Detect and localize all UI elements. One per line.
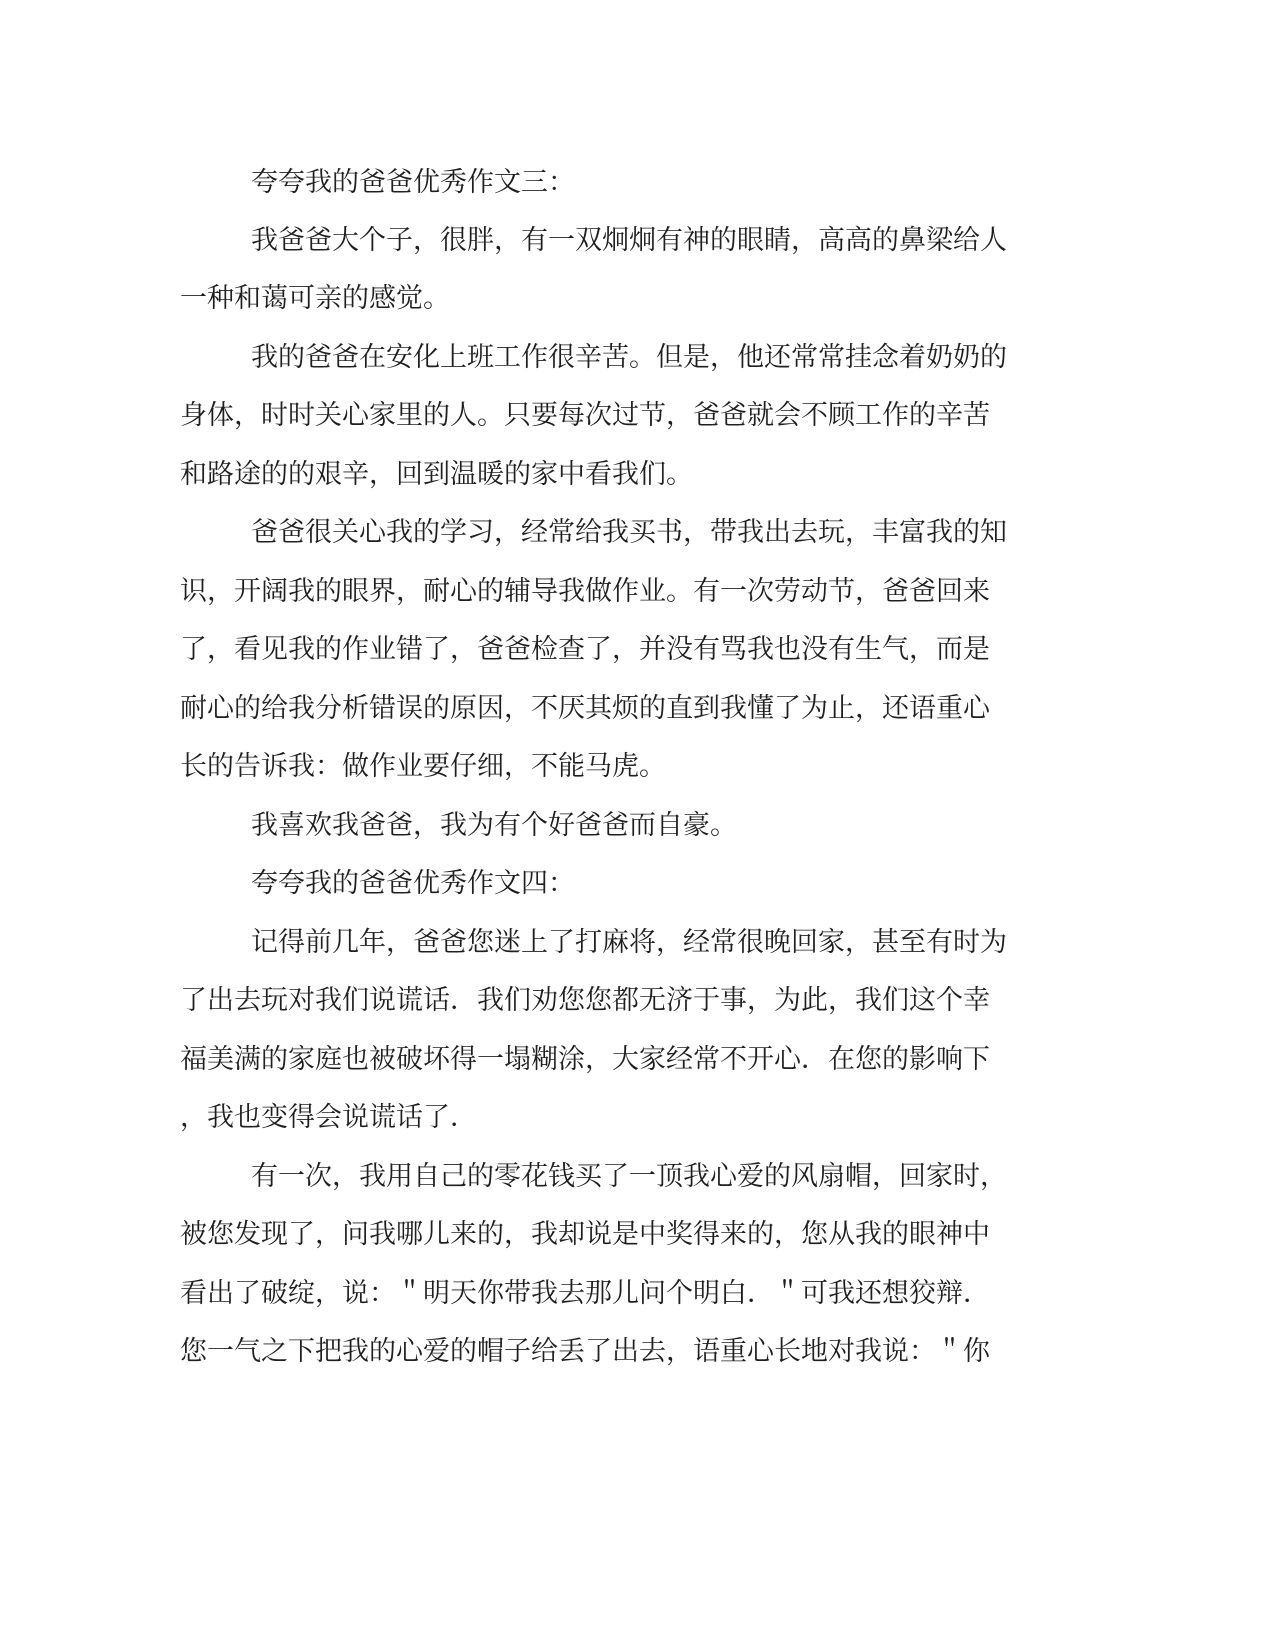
text-line: [0, 630, 1275, 670]
text-line: [0, 221, 1275, 261]
text-line-text: 一种和蔼可亲的感觉。: [180, 283, 450, 314]
text-line-text: 识，开阔我的眼界，耐心的辅导我做作业。有一次劳动节，爸爸回来: [180, 576, 990, 607]
heading-essay-four: [0, 864, 1275, 904]
text-line-text: 爸爸很关心我的学习，经常给我买书，带我出去玩，丰富我的知: [251, 517, 1007, 548]
text-line: [0, 1332, 1275, 1372]
text-line-text: 我的爸爸在安化上班工作很辛苦。但是，他还常常挂念着奶奶的: [251, 342, 1007, 373]
text-line-text: 被您发现了，问我哪儿来的，我却说是中奖得来的，您从我的眼神中: [180, 1219, 990, 1250]
text-line: [0, 396, 1275, 436]
text-line-text: 您一气之下把我的心爱的帽子给丢了出去，语重心长地对我说：＂你: [180, 1336, 990, 1367]
text-line: [0, 1274, 1275, 1314]
text-line-text: 耐心的给我分析错误的原因，不厌其烦的直到我懂了为止，还语重心: [180, 693, 990, 724]
text-line: [0, 1098, 1275, 1138]
text-line: [0, 455, 1275, 495]
text-line-text: 身体，时时关心家里的人。只要每次过节，爸爸就会不顾工作的辛苦: [180, 400, 990, 431]
text-line-text: 和路途的的艰辛，回到温暖的家中看我们。: [180, 459, 693, 490]
text-line: [0, 689, 1275, 729]
text-line-text: 福美满的家庭也被破坏得一塌糊涂，大家经常不开心．在您的影响下: [180, 1044, 990, 1075]
text-line: [0, 981, 1275, 1021]
text-line-text: 了出去玩对我们说谎话．我们劝您您都无济于事，为此，我们这个幸: [180, 985, 990, 1016]
text-line: [0, 923, 1275, 963]
text-line-text: 了，看见我的作业错了，爸爸检查了，并没有骂我也没有生气，而是: [180, 634, 990, 665]
text-line-text: 看出了破绽，说：＂明天你带我去那儿问个明白．＂可我还想狡辩．: [180, 1278, 990, 1309]
text-line: [0, 1157, 1275, 1197]
text-line-text: 我喜欢我爸爸，我为有个好爸爸而自豪。: [251, 810, 737, 841]
text-line: [0, 513, 1275, 553]
text-line: [0, 747, 1275, 787]
text-line-text: 记得前几年，爸爸您迷上了打麻将，经常很晚回家，甚至有时为: [251, 927, 1007, 958]
text-line: [0, 279, 1275, 319]
heading-essay-four-text: 夸夸我的爸爸优秀作文四：: [251, 868, 575, 899]
text-line: [0, 338, 1275, 378]
text-line: [0, 1215, 1275, 1255]
text-line: [0, 572, 1275, 612]
text-line: [0, 806, 1275, 846]
heading-essay-three: [0, 163, 1275, 203]
text-line: [0, 1040, 1275, 1080]
text-line-text: 有一次，我用自己的零花钱买了一顶我心爱的风扇帽，回家时，: [251, 1161, 1007, 1192]
text-line-text: 我爸爸大个子，很胖，有一双炯炯有神的眼睛，高高的鼻梁给人: [251, 225, 1007, 256]
text-line-text: ，我也变得会说谎话了．: [180, 1102, 477, 1133]
text-line-text: 长的告诉我：做作业要仔细，不能马虎。: [180, 751, 666, 782]
heading-essay-three-text: 夸夸我的爸爸优秀作文三：: [251, 167, 575, 198]
